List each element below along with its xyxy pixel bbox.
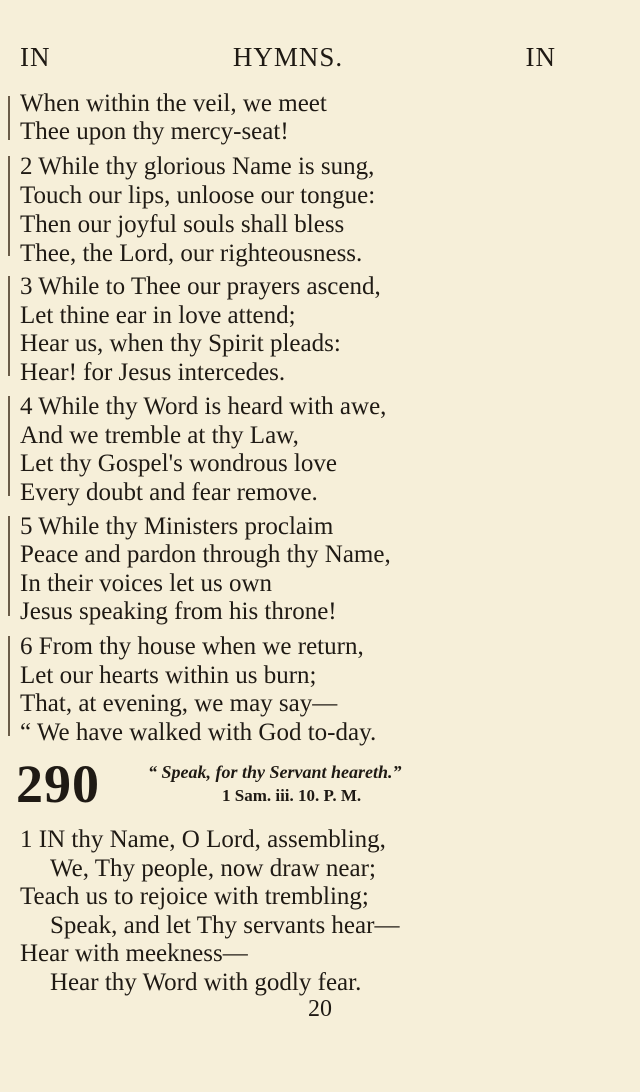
hymn-number: 290 <box>16 754 100 814</box>
verse-line: Let thy Gospel's wondrous love <box>20 450 337 477</box>
verse-line: When within the veil, we meet <box>20 90 327 117</box>
margin-mark <box>8 276 10 376</box>
verse-line: 5 While thy Ministers proclaim <box>20 513 334 540</box>
hymn-line: Hear thy Word with godly fear. <box>50 969 362 996</box>
page-number: 20 <box>308 996 332 1022</box>
verse-line: Jesus speaking from his throne! <box>20 598 337 625</box>
hymn-text-quote: “ Speak, for thy Servant heareth.” <box>148 762 402 782</box>
hymn-line: Hear with meekness— <box>20 940 248 967</box>
verse-line: 2 While thy glorious Name is sung, <box>20 153 375 180</box>
verse-line: Let our hearts within us burn; <box>20 662 317 689</box>
verse-line: Then our joyful souls shall bless <box>20 211 345 238</box>
hymn-line: 1 IN thy Name, O Lord, assembling, <box>20 826 386 853</box>
header-title: HYMNS. <box>232 42 344 72</box>
verse-line: Thee upon thy mercy-seat! <box>20 118 289 145</box>
verse-line: Hear! for Jesus intercedes. <box>20 359 286 386</box>
margin-mark <box>8 516 10 616</box>
verse-line: Peace and pardon through thy Name, <box>20 541 391 568</box>
verse-line: Every doubt and fear remove. <box>20 479 318 506</box>
verse-line: Thee, the Lord, our righteousness. <box>20 240 363 267</box>
running-header <box>20 42 556 78</box>
verse-line: “ We have walked with God to-day. <box>20 719 377 746</box>
hymn-reference: 1 Sam. iii. 10. P. M. <box>222 786 362 805</box>
verse-line: 4 While thy Word is heard with awe, <box>20 393 387 420</box>
margin-mark <box>8 636 10 736</box>
verse-line: In their voices let us own <box>20 570 273 597</box>
header-left: IN <box>20 42 51 72</box>
verse-line: And we tremble at thy Law, <box>20 422 299 449</box>
margin-mark <box>8 396 10 496</box>
verse-line: Touch our lips, unloose our tongue: <box>20 182 376 209</box>
hymn-line: We, Thy people, now draw near; <box>50 855 376 882</box>
verse-line: Hear us, when thy Spirit pleads: <box>20 330 341 357</box>
margin-mark <box>8 156 10 256</box>
verse-line: 6 From thy house when we return, <box>20 633 364 660</box>
margin-mark <box>8 96 10 140</box>
verse-line: Let thine ear in love attend; <box>20 302 296 329</box>
verse-line: That, at evening, we may say— <box>20 690 338 717</box>
header-right: IN <box>525 42 556 72</box>
hymn-line: Speak, and let Thy servants hear— <box>50 912 400 939</box>
verse-line: 3 While to Thee our prayers ascend, <box>20 273 381 300</box>
hymn-line: Teach us to rejoice with trembling; <box>20 883 369 910</box>
